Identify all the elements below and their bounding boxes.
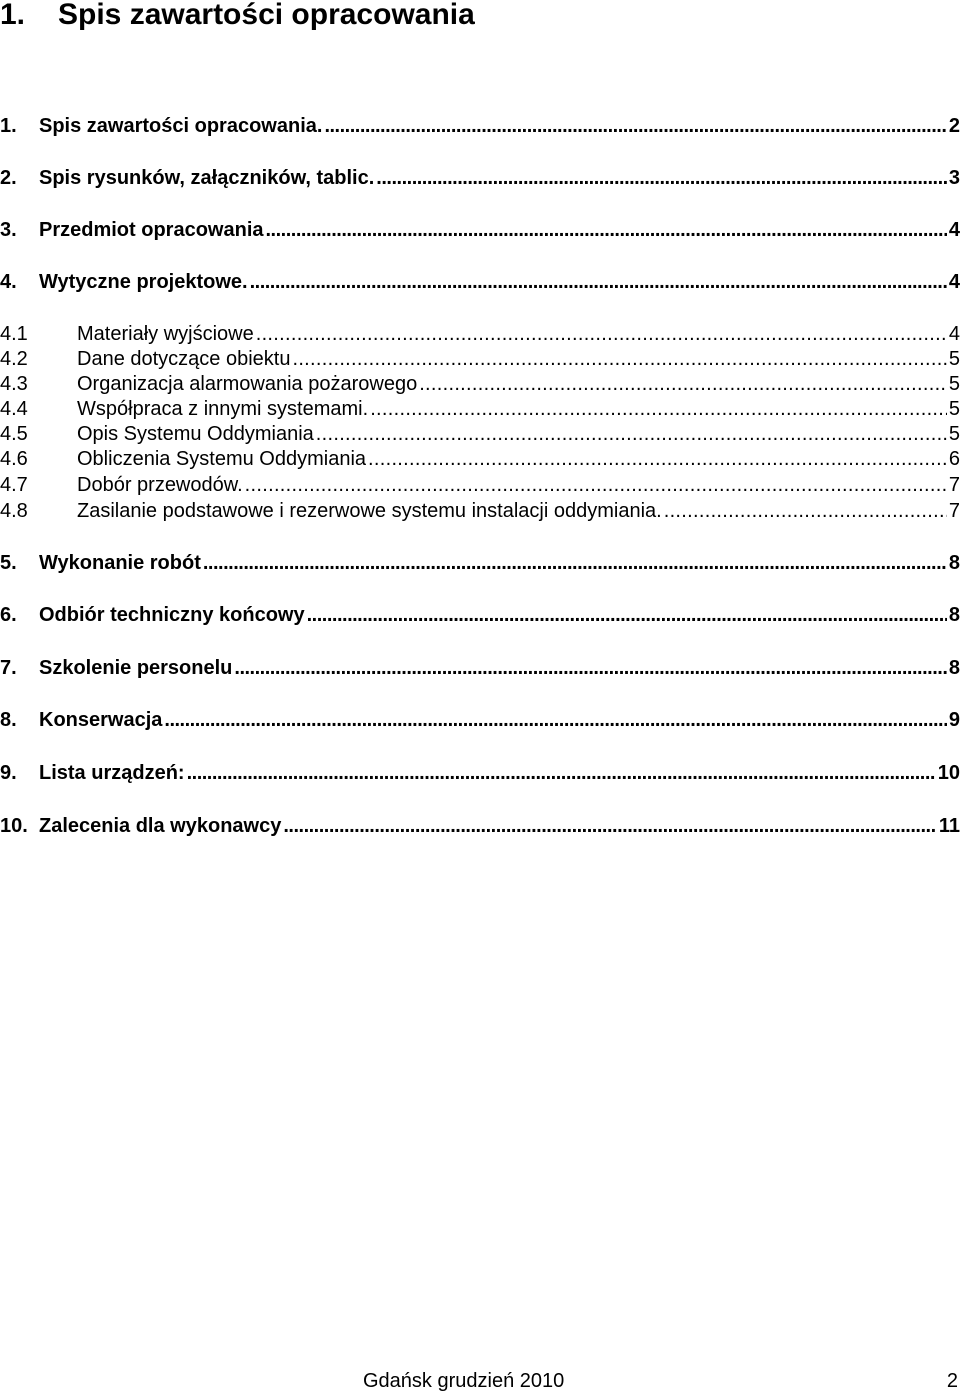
toc-dot-leader [368, 446, 947, 472]
toc-entry-number: 4.1 [0, 323, 28, 345]
toc-entry-page: 2 [948, 115, 960, 137]
toc-entry-number: 4. [0, 271, 17, 293]
toc-dot-leader [316, 421, 947, 447]
toc-entry[interactable] [0, 655, 960, 681]
toc-entry-number: 2. [0, 167, 17, 189]
toc-entry-title: Zasilanie podstawowe i rezerwowe systemu instalacji oddymiania. [77, 500, 662, 522]
toc-entry-page: 8 [948, 657, 960, 679]
toc-entry-number: 8. [0, 709, 17, 731]
toc-entry-title: Spis rysunków, załączników, tablic. [39, 167, 375, 189]
toc-entry-number: 4.2 [0, 348, 28, 370]
toc-entry[interactable] [0, 113, 960, 139]
toc-entry-number: 4.3 [0, 373, 28, 395]
toc-dot-leader [376, 165, 947, 191]
toc-entry-number: 6. [0, 604, 17, 626]
toc-entry-title: Wytyczne projektowe. [39, 271, 248, 293]
toc-entry-title: Przedmiot opracowania [39, 219, 264, 241]
toc-entry[interactable] [0, 371, 960, 397]
toc-entry-title: Konserwacja [39, 709, 163, 731]
toc-entry[interactable] [0, 707, 960, 733]
toc-entry-title: Dane dotyczące obiektu [77, 348, 291, 370]
toc-entry[interactable] [0, 217, 960, 243]
toc-entry-title: Dobór przewodów. [77, 474, 243, 496]
toc-entry-title: Opis Systemu Oddymiania [77, 423, 314, 445]
toc-entry-page: 5 [948, 373, 960, 395]
page-heading [0, 0, 475, 30]
toc-entry-page: 4 [948, 323, 960, 345]
toc-entry-page: 4 [948, 219, 960, 241]
toc-entry[interactable] [0, 446, 960, 472]
toc-dot-leader [307, 602, 947, 628]
toc-entry-number: 4.4 [0, 398, 28, 420]
toc-entry-number: 9. [0, 762, 17, 784]
toc-entry-title: Materiały wyjściowe [77, 323, 254, 345]
toc-entry-page: 6 [948, 448, 960, 470]
toc-entry[interactable] [0, 813, 960, 839]
toc-entry-title: Wykonanie robót [39, 552, 201, 574]
toc-entry-page: 11 [938, 815, 960, 837]
toc-dot-leader [203, 550, 947, 576]
toc-entry[interactable] [0, 269, 960, 295]
toc-entry-number: 4.6 [0, 448, 28, 470]
toc-entry-page: 7 [948, 474, 960, 496]
toc-entry-page: 8 [948, 604, 960, 626]
footer-page-number: 2 [946, 1370, 958, 1392]
toc-dot-leader [664, 498, 947, 524]
toc-entry-title: Szkolenie personelu [39, 657, 233, 679]
toc-dot-leader [250, 269, 947, 295]
footer-place-date: Gdańsk grudzień 2010 [363, 1370, 565, 1392]
toc-entry[interactable] [0, 472, 960, 498]
toc-entry[interactable] [0, 396, 960, 422]
toc-entry-title: Lista urządzeń: [39, 762, 185, 784]
toc-entry-page: 8 [948, 552, 960, 574]
toc-entry-number: 5. [0, 552, 17, 574]
toc-entry-page: 10 [937, 762, 960, 784]
toc-entry[interactable] [0, 760, 960, 786]
toc-entry-page: 5 [948, 398, 960, 420]
toc-entry-page: 9 [948, 709, 960, 731]
toc-entry-title: Zalecenia dla wykonawcy [39, 815, 282, 837]
heading-number: 1. [0, 0, 26, 31]
toc-entry-title: Spis zawartości opracowania. [39, 115, 323, 137]
toc-dot-leader [187, 760, 936, 786]
toc-entry-number: 1. [0, 115, 17, 137]
toc-entry[interactable] [0, 550, 960, 576]
toc-dot-leader [164, 707, 946, 733]
toc-dot-leader [256, 321, 947, 347]
toc-entry-number: 4.5 [0, 423, 28, 445]
toc-dot-leader [266, 217, 947, 243]
toc-entry[interactable] [0, 498, 960, 524]
toc-entry-title: Obliczenia Systemu Oddymiania [77, 448, 367, 470]
toc-entry[interactable] [0, 321, 960, 347]
toc-entry[interactable] [0, 421, 960, 447]
toc-entry-number: 10. [0, 815, 28, 837]
toc-entry-number: 7. [0, 657, 17, 679]
toc-dot-leader [370, 396, 947, 422]
toc-entry[interactable] [0, 346, 960, 372]
toc-dot-leader [234, 655, 946, 681]
toc-dot-leader [324, 113, 946, 139]
toc-entry-number: 4.7 [0, 474, 28, 496]
heading-title: Spis zawartości opracowania [58, 0, 475, 31]
toc-entry-page: 4 [948, 271, 960, 293]
toc-entry-page: 7 [948, 500, 960, 522]
toc-entry-number: 3. [0, 219, 17, 241]
toc-dot-leader [292, 346, 946, 372]
toc-entry-number: 4.8 [0, 500, 28, 522]
toc-entry-page: 5 [948, 348, 960, 370]
toc-entry-page: 5 [948, 423, 960, 445]
toc-dot-leader [419, 371, 947, 397]
toc-entry-page: 3 [948, 167, 960, 189]
toc-entry-title: Odbiór techniczny końcowy [39, 604, 305, 626]
toc-entry-title: Organizacja alarmowania pożarowego [77, 373, 418, 395]
toc-dot-leader [283, 813, 937, 839]
toc-entry[interactable] [0, 165, 960, 191]
toc-entry-title: Współpraca z innymi systemami. [77, 398, 369, 420]
toc-entry[interactable] [0, 602, 960, 628]
toc-dot-leader [245, 472, 947, 498]
